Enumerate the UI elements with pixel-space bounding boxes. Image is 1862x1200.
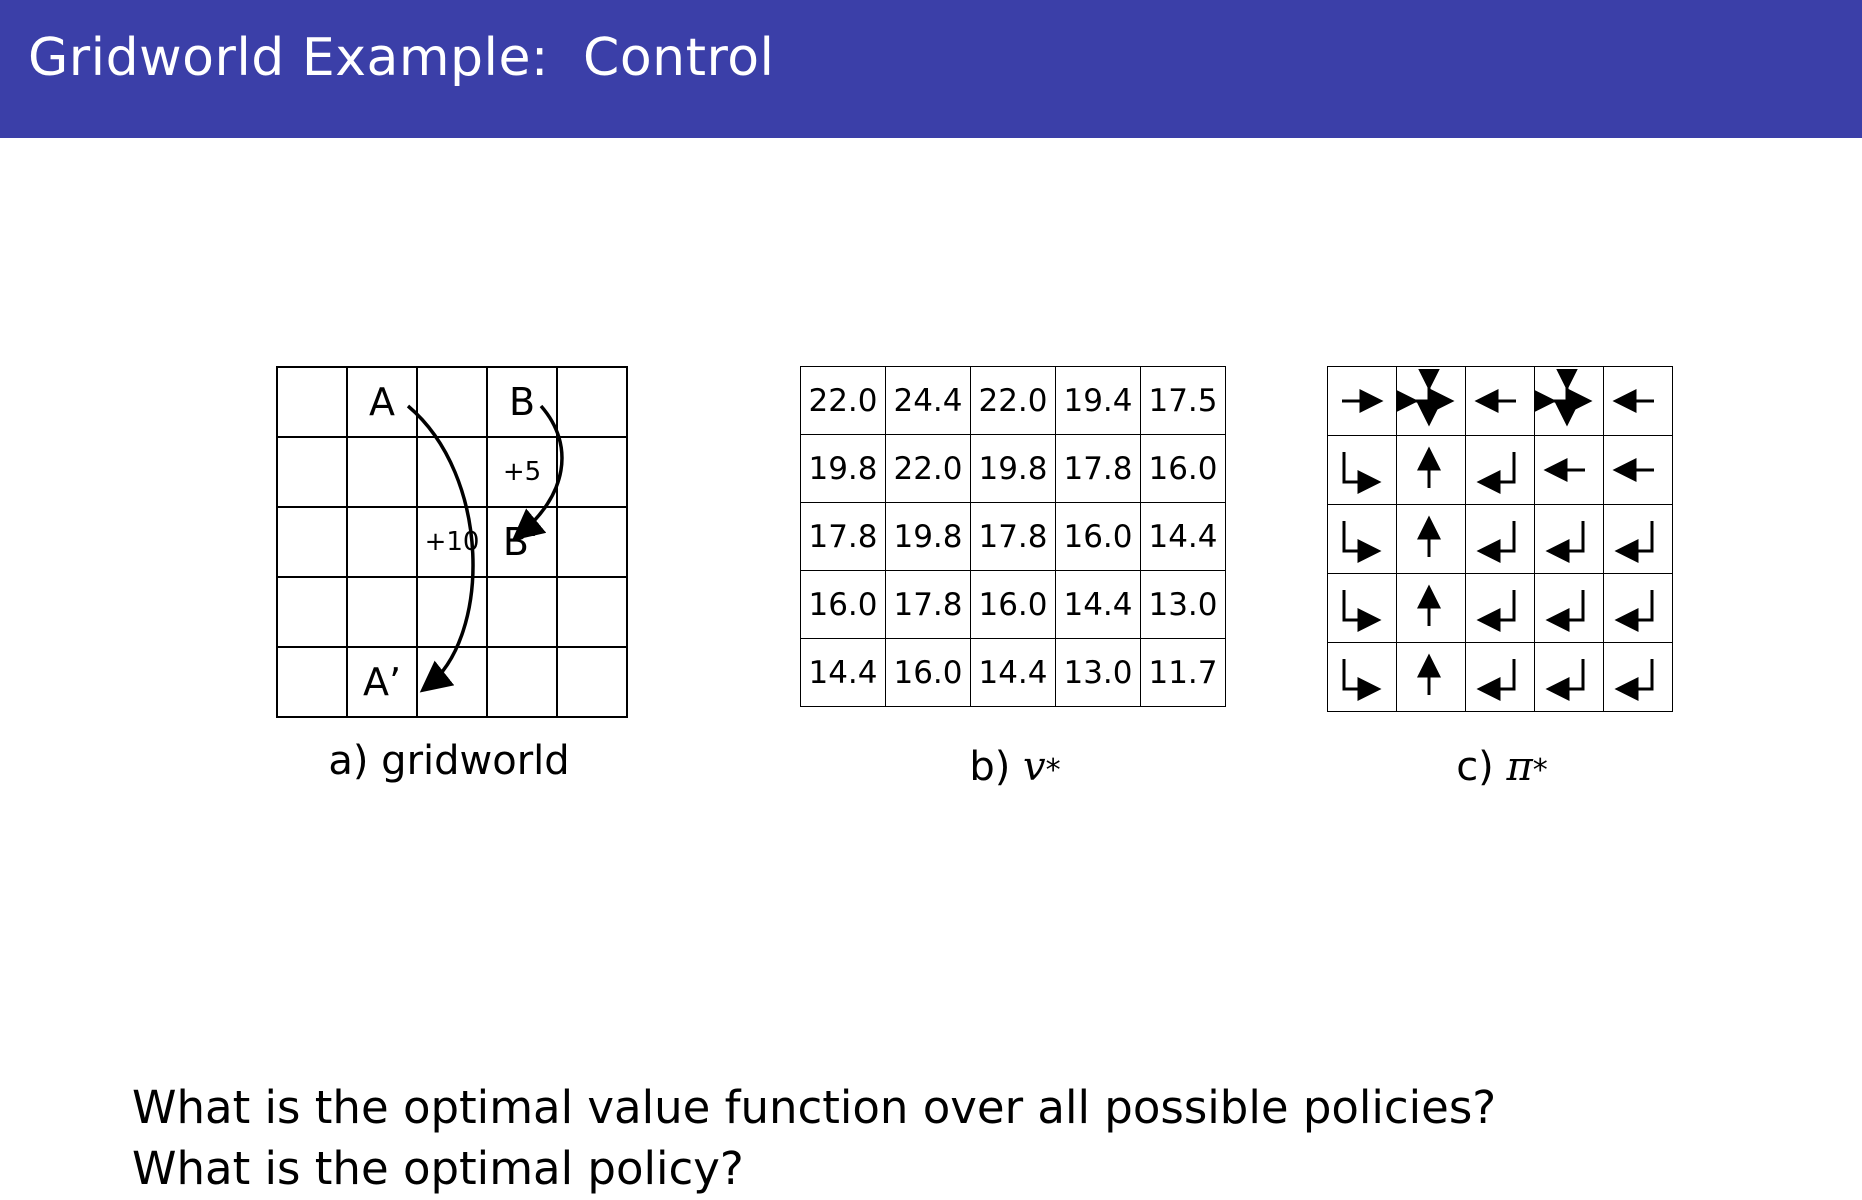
table-row [277,437,627,507]
value-cell: 16.0 [971,571,1056,639]
grid-cell [557,647,627,717]
value-function-panel [800,366,1226,790]
grid-cell-a-prime [347,647,417,717]
table-row [1328,643,1673,712]
caption-star-c: * [1532,753,1548,788]
policy-cell-right [1328,367,1397,436]
policy-panel [1327,366,1673,790]
grid-cell [277,507,347,577]
grid-cell-a [347,367,417,437]
policy-cell-up-right [1328,643,1397,712]
table-row [1328,574,1673,643]
table-row [277,577,627,647]
policy-cell-up-left [1604,505,1673,574]
value-cell: 24.4 [886,367,971,435]
grid-cell [347,507,417,577]
value-cell: 17.8 [971,503,1056,571]
value-cell: 14.4 [801,639,886,707]
policy-cell-up-left [1604,643,1673,712]
grid-cell [557,507,627,577]
grid-cell [417,437,487,507]
grid-cell [277,577,347,647]
grid-cell [347,577,417,647]
caption-symbol-pi: π [1506,744,1533,790]
policy-cell-left [1466,367,1535,436]
value-cell: 22.0 [886,435,971,503]
value-cell: 19.8 [801,435,886,503]
value-cell: 16.0 [1141,435,1226,503]
value-cell: 22.0 [971,367,1056,435]
policy-cell-left [1604,436,1673,505]
grid-cell [417,367,487,437]
caption-star-b: * [1045,753,1061,788]
table-row [1328,367,1673,436]
policy-cell-up-right [1328,436,1397,505]
value-cell: 16.0 [801,571,886,639]
policy-cell-left [1535,436,1604,505]
value-function-grid [800,366,1226,707]
reward-label-b: +5 [502,457,542,487]
policy-cell-up-right [1328,505,1397,574]
grid-cell-b-prime [487,507,557,577]
value-cell: 14.4 [1056,571,1141,639]
value-cell: 17.8 [886,571,971,639]
caption-value-function [800,744,1230,790]
grid-cell [557,577,627,647]
grid-cell [557,437,627,507]
policy-cell-up-left [1535,643,1604,712]
policy-cell-all [1535,367,1604,436]
gridworld-grid [276,366,628,718]
value-cell: 19.4 [1056,367,1141,435]
value-cell: 13.0 [1141,571,1226,639]
value-cell: 22.0 [801,367,886,435]
reward-label-a: +10 [424,527,480,557]
policy-cell-up-right [1328,574,1397,643]
value-cell: 17.8 [801,503,886,571]
policy-cell-up [1397,574,1466,643]
question-line-1: What is the optimal value function over all possible policies? [132,1081,1497,1134]
gridworld-panel [276,366,628,784]
table-row [1328,505,1673,574]
grid-cell [417,647,487,717]
value-cell: 14.4 [971,639,1056,707]
caption-gridworld: a) gridworld [328,738,570,784]
grid-cell-b [487,367,557,437]
policy-cell-all [1397,367,1466,436]
policy-cell-up-left [1535,574,1604,643]
grid-cell [417,577,487,647]
grid-cell [277,647,347,717]
value-cell: 19.8 [971,435,1056,503]
question-line-2: What is the optimal policy? [132,1141,744,1195]
policy-cell-up-left [1466,436,1535,505]
caption-prefix-c: c) [1456,744,1507,790]
table-row [277,507,627,577]
table-row [801,639,1226,707]
value-cell: 16.0 [1056,503,1141,571]
grid-cell [487,577,557,647]
question-block [132,1078,1732,1200]
table-row [801,435,1226,503]
grid-cell [277,367,347,437]
policy-cell-up-left [1466,505,1535,574]
caption-policy [1327,744,1677,790]
table-row [801,367,1226,435]
grid-cell [347,437,417,507]
grid-cell [277,437,347,507]
policy-cell-up [1397,436,1466,505]
value-cell: 13.0 [1056,639,1141,707]
value-cell: 14.4 [1141,503,1226,571]
policy-cell-up-left [1604,574,1673,643]
value-cell: 19.8 [886,503,971,571]
policy-cell-up [1397,505,1466,574]
policy-cell-up-left [1466,643,1535,712]
cell-label-a-prime: A’ [362,660,402,704]
value-cell: 16.0 [886,639,971,707]
grid-cell [557,367,627,437]
policy-cell-up-left [1535,505,1604,574]
table-row [277,367,627,437]
policy-cell-left [1604,367,1673,436]
grid-cell-reward-b [487,437,557,507]
table-row [277,647,627,717]
grid-cell [487,647,557,717]
value-cell: 17.5 [1141,367,1226,435]
caption-prefix-b: b) [969,744,1024,790]
value-cell: 11.7 [1141,639,1226,707]
cell-label-b: B [508,380,536,424]
policy-grid [1327,366,1673,712]
policy-cell-up-left [1466,574,1535,643]
page-title: Gridworld Example: Control [28,28,775,88]
policy-cell-up [1397,643,1466,712]
grid-cell-reward-a [417,507,487,577]
table-row [801,571,1226,639]
cell-label-a: A [369,380,395,424]
cell-label-b-prime: B’ [502,520,542,564]
table-row [801,503,1226,571]
table-row [1328,436,1673,505]
figure-area [0,138,1862,1195]
value-cell: 17.8 [1056,435,1141,503]
caption-symbol-v: v [1023,744,1046,790]
